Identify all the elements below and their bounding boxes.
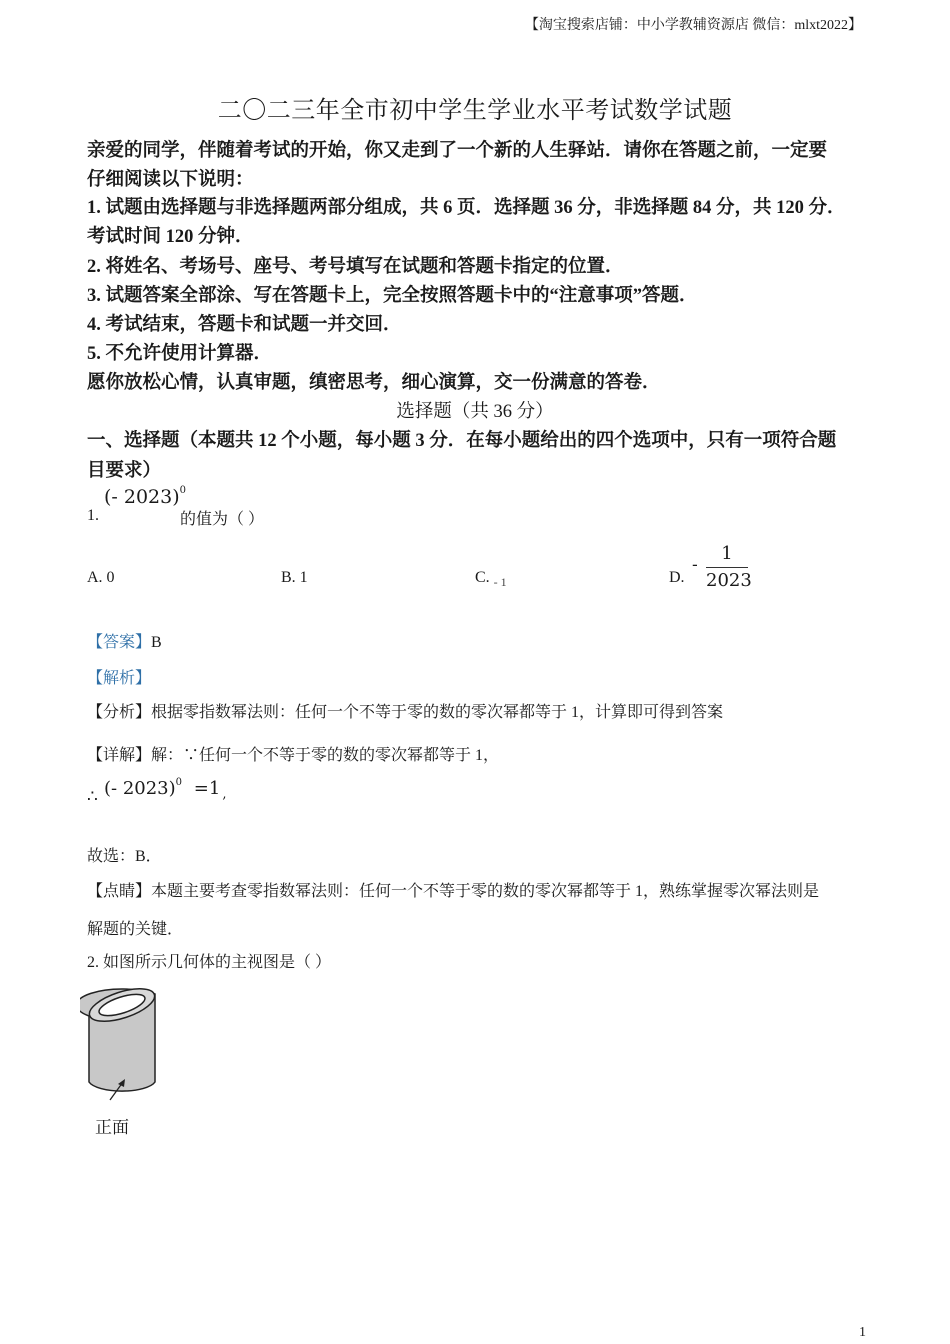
rule-item: 5. 不允许使用计算器．: [87, 344, 273, 364]
detail-line: [87, 742, 499, 765]
part-heading: 目要求）: [87, 461, 162, 481]
rule-item: 2. 将姓名、考场号、座号、考号填写在试题和答题卡指定的位置．: [87, 257, 624, 277]
option-d-numerator: 1: [721, 543, 733, 564]
answer-value: B: [151, 634, 162, 651]
dianjing-text: 本题主要考查零指数幂法则：任何一个不等于零的数的零次幂都等于 1，熟练掌握零次幂法则是: [151, 883, 820, 900]
intro-line: 仔细阅读以下说明：: [87, 170, 254, 190]
option-c-label: C.: [475, 569, 490, 586]
option-a: A. 0: [87, 569, 115, 586]
dianjing-line-2: 解题的关键．: [87, 921, 184, 938]
result-expression: [104, 777, 227, 802]
question-expression: [104, 486, 186, 508]
fraction-bar: [706, 567, 748, 568]
rule-item: 3. 试题答案全部涂、写在答题卡上，完全按照答题卡中的“注意事项”答题．: [87, 286, 698, 306]
rule-item: 4. 考试结束，答题卡和试题一并交回．: [87, 315, 402, 335]
part-heading: 一、选择题（本题共 12 个小题，每小题 3 分．在每小题给出的四个选项中，只有一项符合题: [87, 431, 837, 451]
option-c: [475, 569, 507, 587]
fenxi-text: 根据零指数幂法则：任何一个不等于零的数的零次幂都等于 1，计算即可得到答案: [151, 704, 724, 721]
fenxi-line: [87, 699, 723, 722]
header-note: 【淘宝搜索店铺：中小学教辅资源店 微信：mlxt2022】: [524, 18, 862, 33]
page-number: 1: [859, 1325, 866, 1340]
intro-line: 亲爱的同学，伴随着考试的开始，你又走到了一个新的人生驿站．请你在答题之前，一定要: [87, 141, 828, 161]
option-d-label: D.: [669, 569, 685, 586]
option-c-value: - 1: [493, 575, 507, 589]
result-comma: ,: [222, 787, 227, 802]
expression-base: (- 2023): [104, 486, 180, 508]
detail-text: 解：∵任何一个不等于零的数的零次幂都等于 1，: [151, 747, 500, 764]
rule-item: 1. 试题由选择题与非选择题两部分组成，共 6 页．选择题 36 分，非选择题 84 分，共 120 分．: [87, 198, 846, 218]
option-b: B. 1: [281, 569, 308, 586]
question-stem: 的值为（ ）: [180, 511, 265, 528]
wish-line: 愿你放松心情，认真审题，缜密思考，细心演算，交一份满意的答卷．: [87, 373, 661, 393]
result-equals: =1: [193, 778, 221, 799]
choose-line: 故选：B．: [87, 848, 162, 865]
section-heading: 选择题（共 36 分）: [396, 402, 554, 422]
therefore-symbol: ∴: [87, 787, 98, 806]
front-label: 正面: [95, 1118, 129, 1137]
dianjing-tag: 【点睛】: [87, 883, 152, 900]
option-d-sign: -: [692, 555, 698, 575]
dianjing-line: [87, 878, 819, 901]
option-d-denominator: 2023: [706, 570, 752, 591]
question-2-stem: 2. 如图所示几何体的主视图是（ ）: [87, 954, 332, 971]
cylinder-figure: [80, 978, 170, 1103]
page-title: 二〇二三年全市初中学生学业水平考试数学试题: [217, 98, 733, 124]
question-number: 1.: [87, 507, 99, 524]
fenxi-tag: 【分析】: [87, 704, 152, 721]
analysis-tag: 【解析】: [87, 670, 152, 687]
answer-line: [87, 629, 162, 652]
result-exponent: 0: [175, 777, 183, 788]
result-base: (- 2023): [104, 778, 176, 799]
rule-item: 考试时间 120 分钟．: [87, 227, 254, 247]
answer-tag: 【答案】: [87, 634, 152, 651]
expression-exponent: 0: [179, 484, 187, 496]
detail-tag: 【详解】: [87, 747, 152, 764]
